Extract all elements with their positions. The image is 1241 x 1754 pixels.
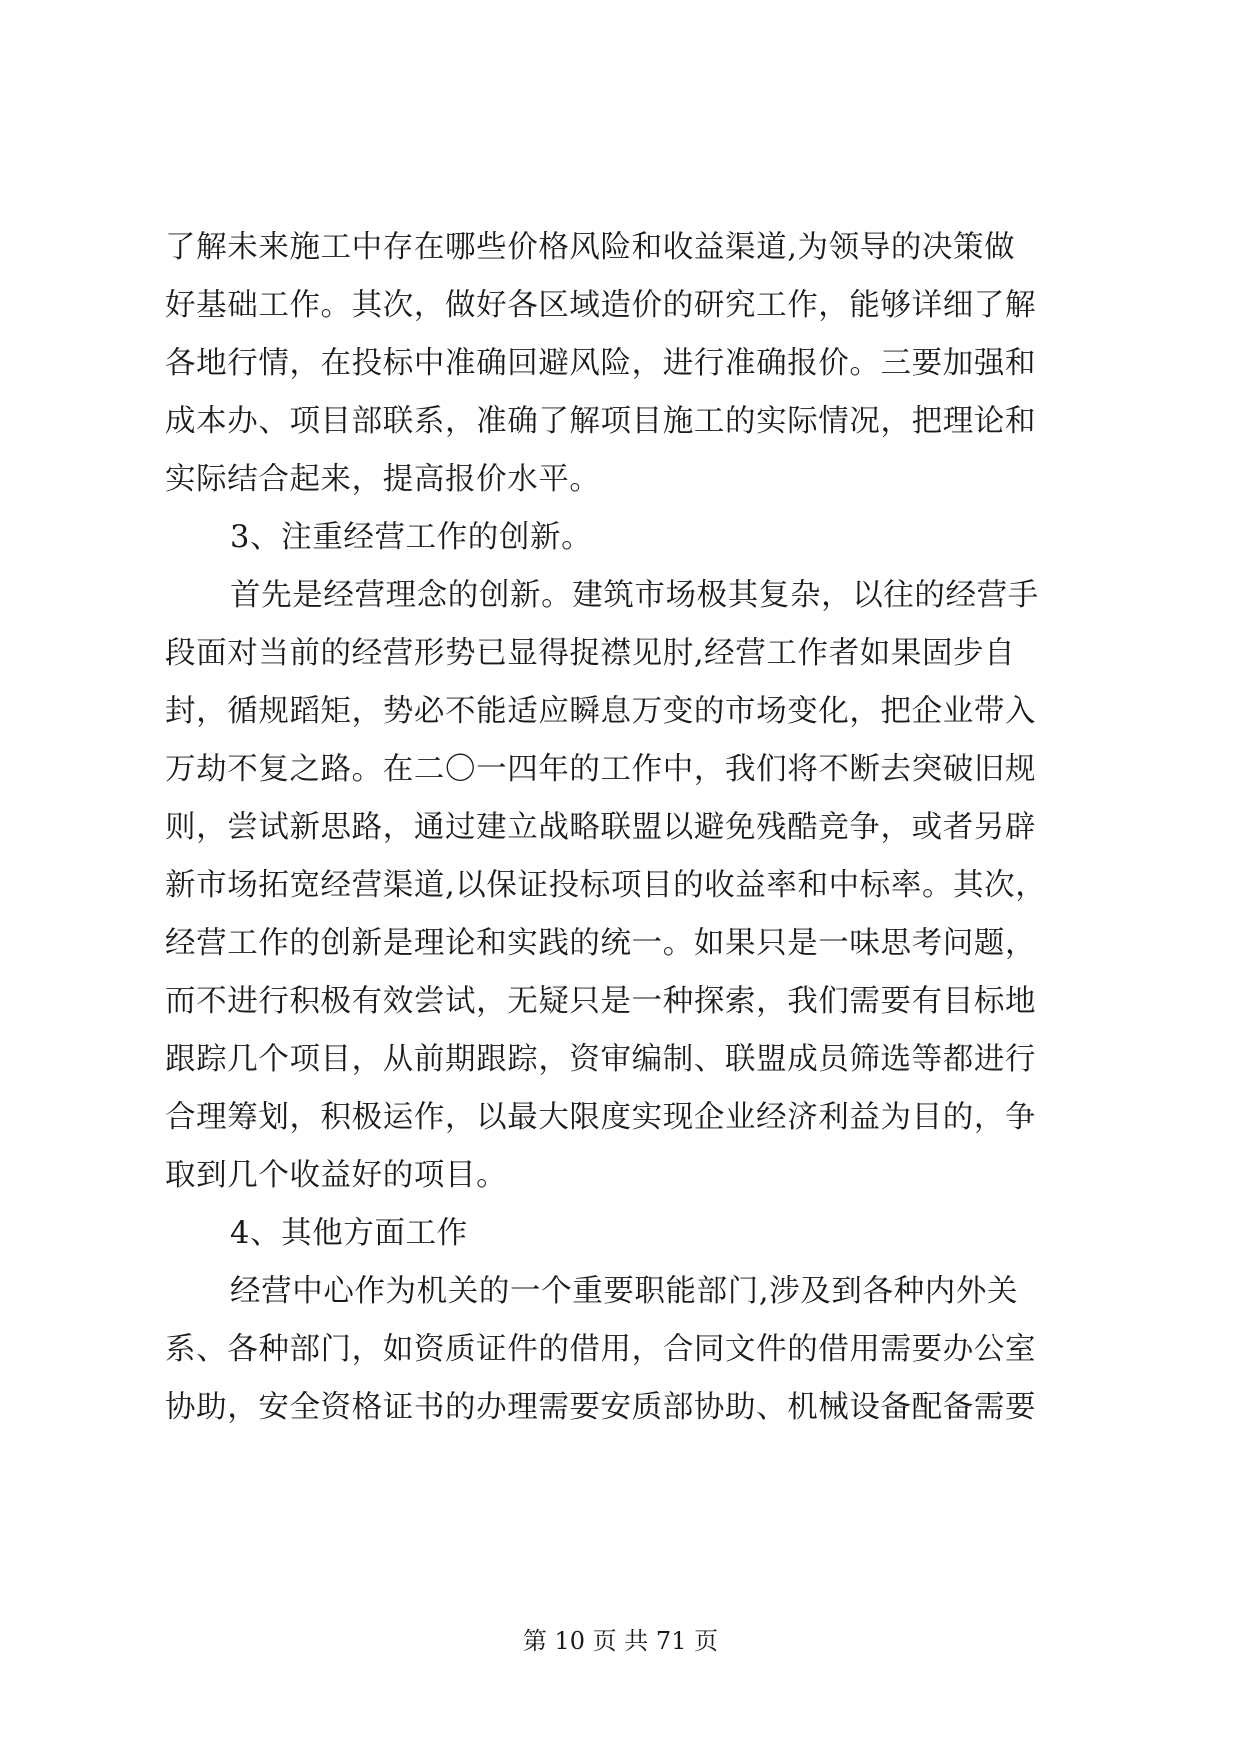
text-line: 而不进行积极有效尝试，无疑只是一种探索，我们需要有目标地 <box>165 984 1037 1019</box>
text-line: 各地行情，在投标中准确回避风险，进行准确报价。三要加强和 <box>165 346 1037 381</box>
text-line: 首先是经营理念的创新。建筑市场极其复杂，以往的经营手 <box>230 578 1039 613</box>
section-heading: 3、注重经营工作的创新。 <box>230 520 593 555</box>
text-line: 实际结合起来，提高报价水平。 <box>165 462 601 497</box>
text-line: 经营工作的创新是理论和实践的统一。如果只是一味思考问题， <box>165 926 1037 961</box>
text-line: 成本办、项目部联系，准确了解项目施工的实际情况，把理论和 <box>165 404 1037 439</box>
text-line: 万劫不复之路。在二〇一四年的工作中，我们将不断去突破旧规 <box>165 752 1037 787</box>
text-line: 协助，安全资格证书的办理需要安质部协助、机械设备配备需要 <box>165 1390 1037 1425</box>
text-line: 经营中心作为机关的一个重要职能部门,涉及到各种内外关 <box>230 1274 1019 1309</box>
text-line: 系、各种部门，如资质证件的借用，合同文件的借用需要办公室 <box>165 1332 1037 1367</box>
text-line: 好基础工作。其次，做好各区域造价的研究工作，能够详细了解 <box>165 288 1037 323</box>
text-line: 合理筹划，积极运作，以最大限度实现企业经济利益为目的，争 <box>165 1100 1037 1135</box>
text-line: 封，循规蹈矩，势必不能适应瞬息万变的市场变化，把企业带入 <box>165 694 1037 729</box>
text-line: 则，尝试新思路，通过建立战略联盟以避免残酷竞争，或者另辟 <box>165 810 1037 845</box>
text-line: 跟踪几个项目，从前期跟踪，资审编制、联盟成员筛选等都进行 <box>165 1042 1037 1077</box>
section-heading: 4、其他方面工作 <box>230 1216 468 1251</box>
text-line: 了解未来施工中存在哪些价格风险和收益渠道,为领导的决策做 <box>165 230 1016 265</box>
text-line: 段面对当前的经营形势已显得捉襟见肘,经营工作者如果固步自 <box>165 636 1016 671</box>
text-line: 取到几个收益好的项目。 <box>165 1158 508 1193</box>
page-footer: 第 10 页 共 71 页 <box>522 1627 719 1655</box>
text-line: 新市场拓宽经营渠道,以保证投标项目的收益率和中标率。其次， <box>165 868 1047 903</box>
